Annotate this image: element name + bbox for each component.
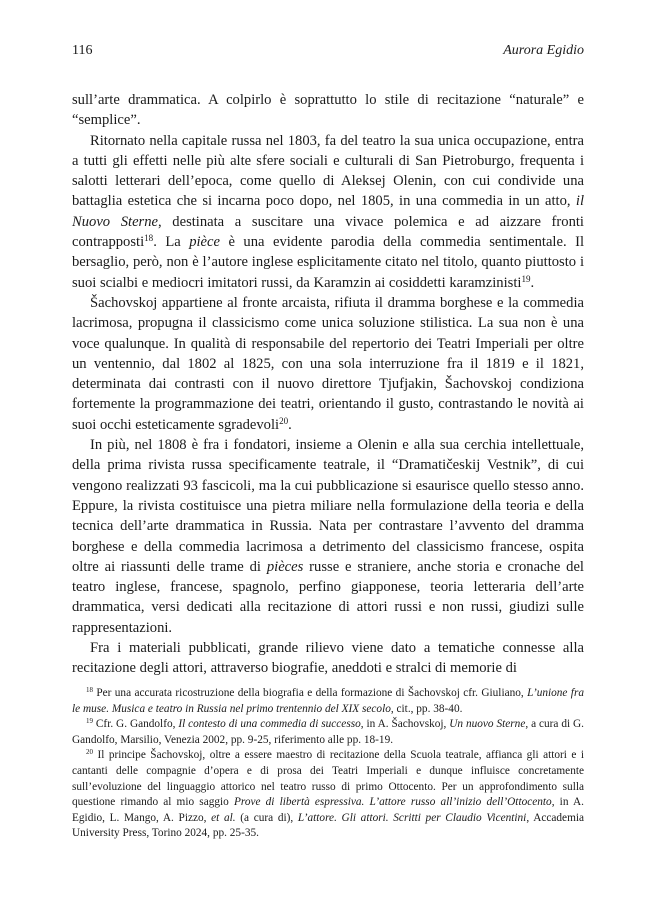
- footnote-number: 18: [86, 686, 93, 695]
- page-header: [72, 42, 584, 60]
- page-number: 116: [72, 43, 93, 58]
- text-run: .: [530, 274, 535, 291]
- text-run: , in A. Šachovskoj,: [360, 718, 450, 731]
- italic-title: L’attore. Gli attori. Scritti per Claudio Vicentini: [297, 811, 527, 824]
- italic-term: et al.: [211, 811, 236, 824]
- italic-title: Il contesto di una commedia di successo: [178, 718, 361, 731]
- text-run: .: [288, 416, 292, 433]
- paragraph-3: [72, 293, 584, 435]
- paragraph-2: [72, 131, 584, 293]
- text-run: Šachovskoj appartiene al fronte arcaista, rifiuta il dramma borghese e la commedia lacrimosa, propugna il classicismo come unica soluzione stilistica. La sua non è una voce qualunque. In qualità di responsabile del repertorio dei Teatri Imperiali per oltre un ventennio, dal 1802 al 1825, con una sola interruzione fra il 1819 e il 1821, determinata dai contrasti con il nuovo direttore Tjufjakin, Šachovskoj condiziona fortemente la programmazione dei teatri, orientando il gusto, contrastando le novità ai suoi occhi esteticamente sgradevoli: [72, 294, 584, 433]
- text-run: , destinata a suscitare una vivace polemica e ad aizzare fronti contrapposti: [72, 213, 584, 251]
- italic-title: L’unione fra le muse. Musica e teatro in Russia nel primo trentennio del XIX secolo: [72, 687, 584, 715]
- text-run: Fra i materiali pubblicati, grande rilievo viene dato a tematiche connesse alla recitazione degli attori, attraverso biografie, aneddoti e stralci di memorie di: [72, 640, 584, 677]
- text-run: Ritornato nella capitale russa nel 1803, fa del teatro la sua unica occupazione, entra a tutti gli effetti nelle più alte sfere sociali e culturali di San Pietroburgo, frequenta i salotti letterari dell’epoca, come quello di Aleksej Olenin, con cui condivide una battaglia estetica che si incarna poco dopo, nel 1805, in una commedia in un atto,: [72, 132, 584, 210]
- footnote-19: [72, 717, 584, 748]
- text-run: . La: [153, 234, 190, 251]
- italic-title: il Nuovo Sterne: [72, 193, 584, 230]
- main-text: [72, 90, 584, 679]
- footnote-number: 20: [86, 748, 93, 757]
- text-run: Cfr. G. Gandolfo,: [93, 718, 179, 731]
- text-run: In più, nel 1808 è fra i fondatori, insieme a Olenin e alla sua cerchia intellettuale, della prima rivista russa specificamente teatrale, il “Dramatičeskij Vestnik”, di cui vengono realizzati 93 fascicoli, ma la cui pubblicazione si esaurisce quello stesso anno. Eppure, la rivista costituisce una pietra miliare nella formulazione della teoria e della tecnica dell’arte drammatica in Russia. Nata per contrastare l’avvento del dramma borghese e della commedia lacrimosa a detrimento del classicismo francese, ospita oltre ai riassunti delle trame di: [72, 437, 584, 575]
- footnote-ref-18: 18: [144, 233, 154, 244]
- paragraph-4: [72, 435, 584, 638]
- text-run: Il principe Šachovskoj, oltre a essere maestro di recitazione della Scuola teatrale, affianca gli attori e i cantanti delle compagnie d’opera e di prosa dei Teatri Imperiali e dunque influisce concretamente sull’evoluzione del linguaggio attorico nel teatro russo di primo Ottocento. Per un approfondimento sulla questione rimando al mio saggio: [72, 749, 584, 809]
- footnotes: [72, 686, 584, 842]
- footnote-18: [72, 686, 584, 717]
- text-run: , a cura di G. Gandolfo, Marsilio, Venezia 2002, pp. 9-25, riferimento alle pp. 18-19.: [72, 718, 584, 746]
- text-run: sull’arte drammatica. A colpirlo è soprattutto lo stile di recitazione “naturale” e “semplice”.: [72, 92, 584, 129]
- running-head-author: Aurora Egidio: [503, 43, 584, 58]
- text-run: , cit., pp. 38-40.: [390, 702, 463, 715]
- italic-title: Un nuovo Sterne: [449, 718, 526, 731]
- text-run: è una evidente parodia della commedia sentimentale. Il bersaglio, però, non è l’autore inglese esplicitamente citato nel titolo, quanto piuttosto i suoi scialbi e mediocri imitatori russi, da Karamzin ai cosiddetti karamzinisti: [72, 234, 585, 291]
- text-run: , in A. Egidio, L. Mango, A. Pizzo,: [72, 796, 584, 824]
- footnote-20: [72, 748, 584, 842]
- text-run: (a cura di),: [235, 811, 298, 824]
- footnote-ref-20: 20: [279, 415, 289, 426]
- text-run: , Accademia University Press, Torino 2024, pp. 25-35.: [72, 811, 585, 840]
- text-run: Per una accurata ricostruzione della biografia e della formazione di Šachovskoj cfr. Giuliano,: [93, 687, 528, 699]
- italic-title: Prove di libertà espressiva. L’attore russo all’inizio dell’Ottocento: [233, 796, 552, 809]
- paragraph-1: [72, 90, 584, 131]
- paragraph-5: [72, 638, 584, 679]
- footnote-ref-19: 19: [521, 273, 531, 284]
- text-run: russe e straniere, anche storia e cronache del teatro inglese, francese, spagnolo, perfino giapponese, teoria letteraria dell’arte drammatica, versi dedicati alla recitazione di attori russi e non russi, giudizi sulle rappresentazioni.: [72, 558, 584, 636]
- italic-term: pièce: [189, 234, 220, 251]
- italic-term: pièces: [266, 558, 304, 575]
- footnote-number: 19: [86, 717, 93, 726]
